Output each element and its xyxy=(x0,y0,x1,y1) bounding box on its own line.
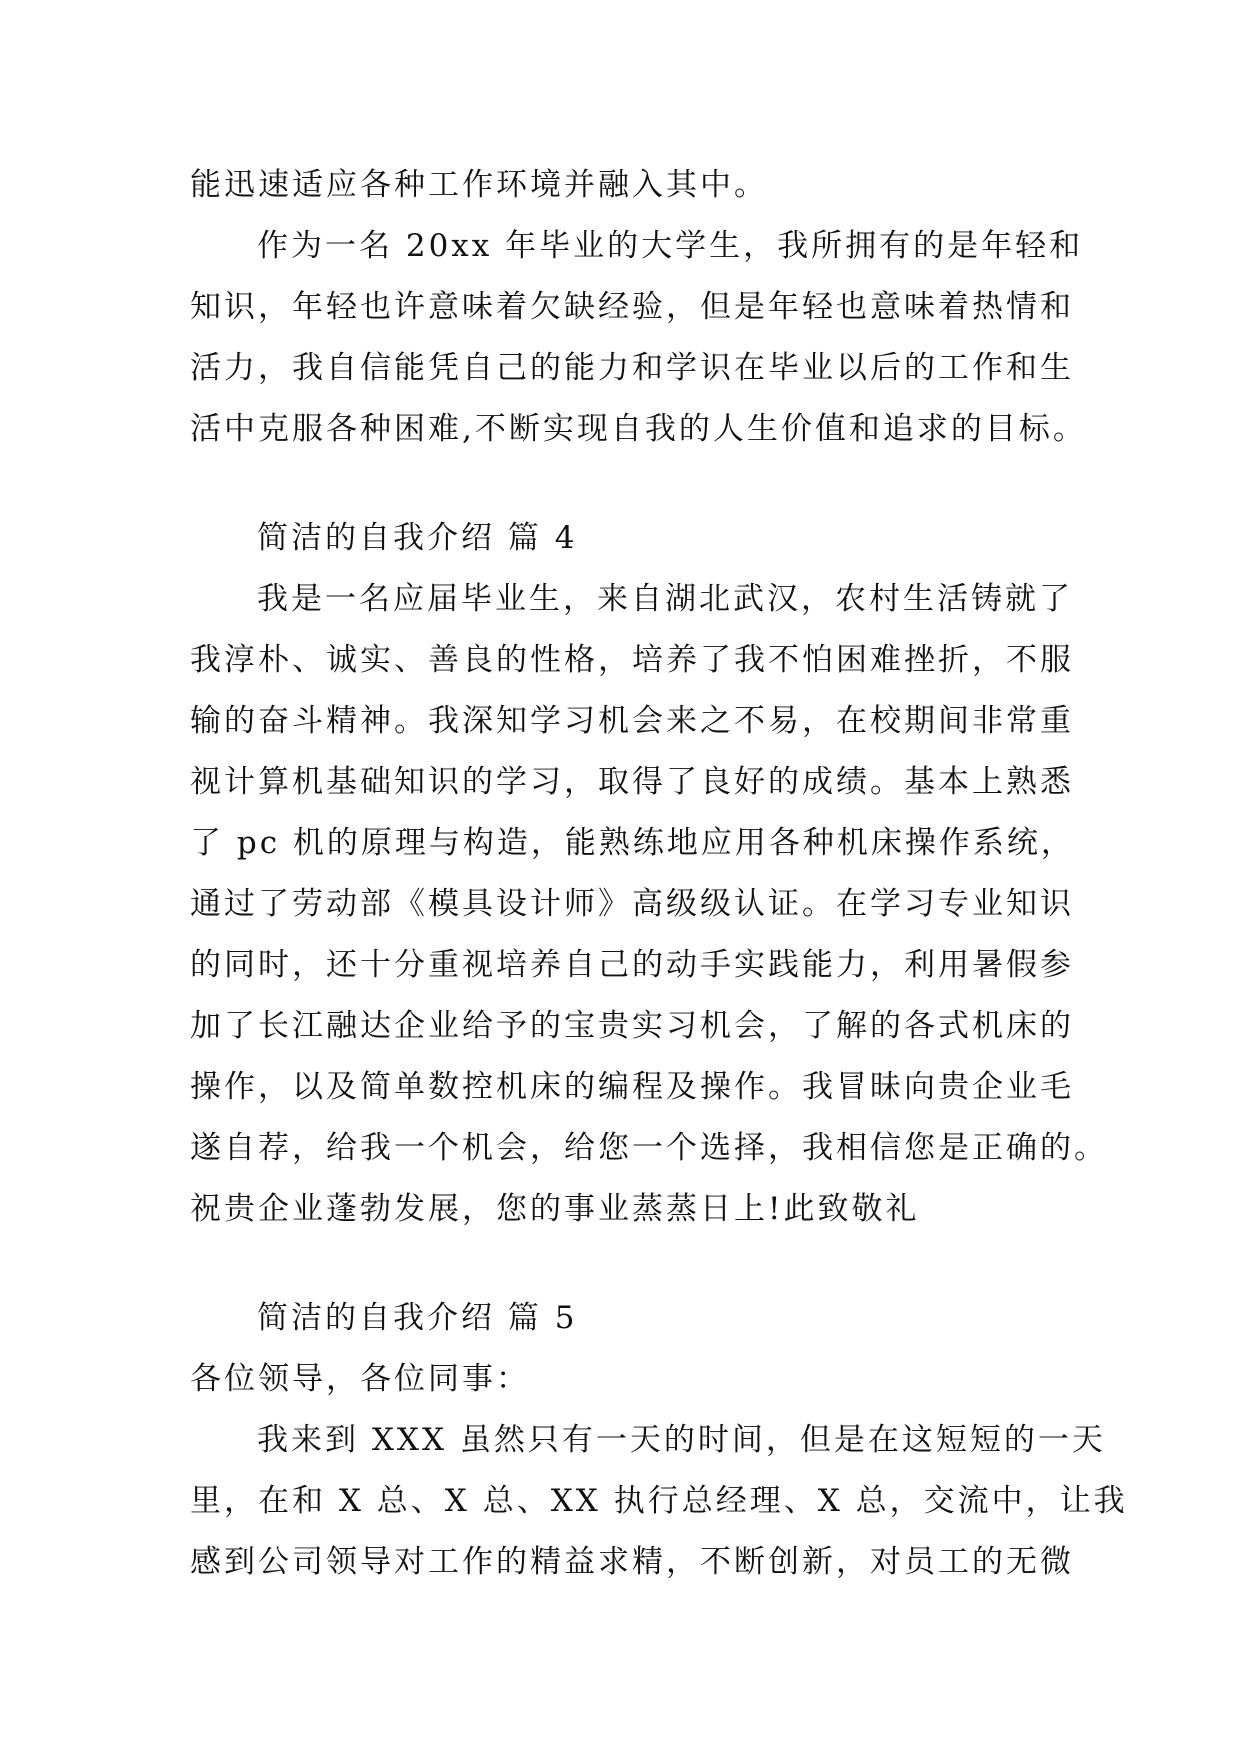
paragraph-line: 活中克服各种困难,不断实现自我的人生价值和追求的目标。 xyxy=(190,411,1087,447)
paragraph-line: 视计算机基础知识的学习，取得了良好的成绩。基本上熟悉 xyxy=(190,764,1074,800)
paragraph-line: 我来到 XXX 虽然只有一天的时间，但是在这短短的一天 xyxy=(257,1422,1106,1458)
paragraph-line: 祝贵企业蓬勃发展，您的事业蒸蒸日上!此致敬礼 xyxy=(190,1191,920,1227)
document-body xyxy=(190,155,1128,1593)
paragraph-line: 我淳朴、诚实、善良的性格，培养了我不怕困难挫折，不服 xyxy=(190,642,1074,678)
paragraph-line: 通过了劳动部《模具设计师》高级级认证。在学习专业知识 xyxy=(190,886,1074,922)
paragraph-line: 加了长江融达企业给予的宝贵实习机会，了解的各式机床的 xyxy=(190,1008,1074,1044)
paragraph-line: 操作，以及简单数控机床的编程及操作。我冒昧向贵企业毛 xyxy=(190,1069,1074,1105)
section-5 xyxy=(190,1288,1128,1593)
paragraph-line: 里，在和 X 总、X 总、XX 执行总经理、X 总，交流中，让我 xyxy=(190,1483,1128,1519)
section-top xyxy=(190,155,1087,460)
paragraph-line: 知识，年轻也许意味着欠缺经验，但是年轻也意味着热情和 xyxy=(190,289,1074,325)
section-heading: 简洁的自我介绍 篇 4 xyxy=(257,520,578,556)
paragraph-line: 遂自荐，给我一个机会，给您一个选择，我相信您是正确的。 xyxy=(190,1130,1108,1166)
paragraph-line: 我是一名应届毕业生，来自湖北武汉，农村生活铸就了 xyxy=(257,581,1073,617)
paragraph-line: 能迅速适应各种工作环境并融入其中。 xyxy=(190,167,768,203)
paragraph-line: 作为一名 20xx 年毕业的大学生，我所拥有的是年轻和 xyxy=(257,228,1084,264)
paragraph-line: 感到公司领导对工作的精益求精，不断创新，对员工的无微 xyxy=(190,1544,1074,1580)
paragraph-line: 活力，我自信能凭自己的能力和学识在毕业以后的工作和生 xyxy=(190,350,1074,386)
paragraph-line: 的同时，还十分重视培养自己的动手实践能力，利用暑假参 xyxy=(190,947,1074,983)
section-heading: 简洁的自我介绍 篇 5 xyxy=(257,1300,578,1336)
salutation: 各位领导，各位同事： xyxy=(190,1361,530,1397)
paragraph-line: 输的奋斗精神。我深知学习机会来之不易，在校期间非常重 xyxy=(190,703,1074,739)
section-4 xyxy=(190,508,1108,1240)
paragraph-line: 了 pc 机的原理与构造，能熟练地应用各种机床操作系统， xyxy=(190,825,1075,861)
